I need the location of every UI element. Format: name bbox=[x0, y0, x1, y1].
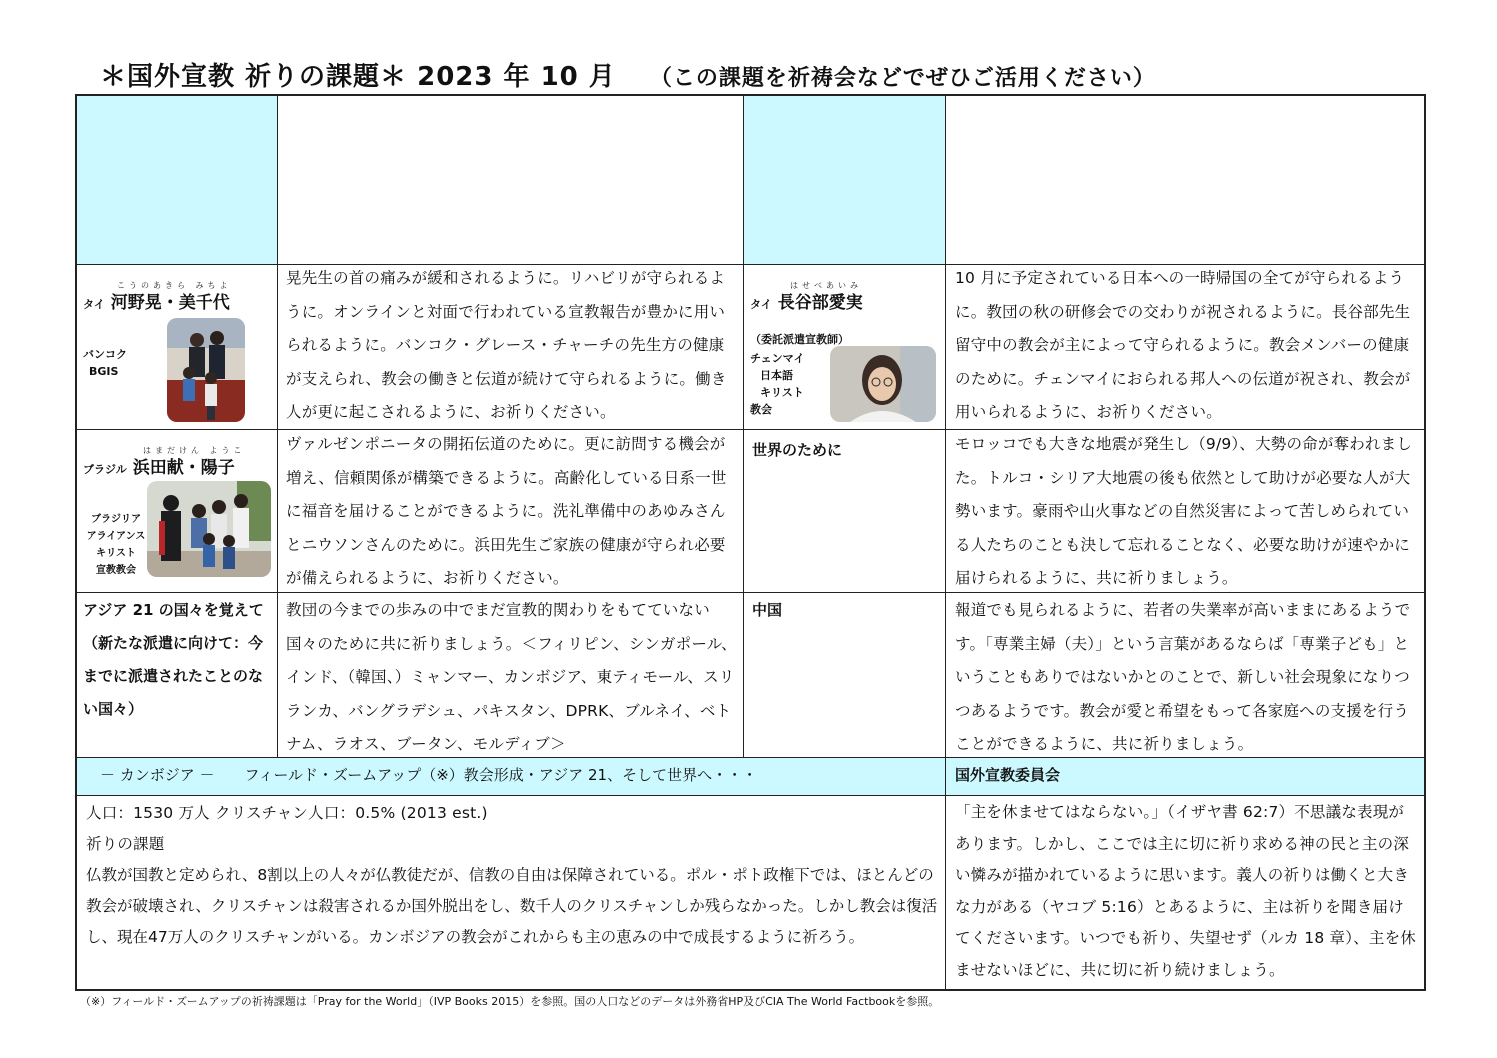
china-label: 中国 bbox=[752, 601, 783, 619]
name-ruby: こうのあきら みちよ bbox=[117, 281, 232, 290]
missionary-name: タイ 長谷部愛実 bbox=[750, 293, 863, 313]
missionary-family-photo bbox=[167, 318, 245, 422]
table-border-right bbox=[1424, 94, 1426, 991]
prayer-text-world: モロッコでも大きな地震が発生し（9/9）、大勢の命が奪われました。トルコ・シリア大地震の後も依然として助けが必要な人が大勢います。豪雨や山火事などの自然災害によって苦しめられている人たちのことも決して忘れることなく、必要な助けが速やかに届けられるように、共に祈りましょう。 bbox=[955, 435, 1413, 587]
cambodia-stats: 人口：1530 万人 クリスチャン人口：0.5% (2013 est.) bbox=[86, 804, 488, 822]
title-subtitle: （この課題を祈祷会などでぜひご活用ください） bbox=[649, 66, 1156, 91]
place-label: チェンマイ 日本語 キリスト 教会 bbox=[750, 352, 805, 416]
field-zoomup-banner: － カンボジア － フィールド・ズームアップ（※）教会形成・アジア 21、そして世界へ・・・ bbox=[100, 766, 758, 784]
place-label: ブラジリア アライアンス キリスト 宣教教会 bbox=[86, 514, 146, 576]
committee-heading: 国外宣教委員会 bbox=[955, 766, 1061, 784]
cambodia-prayer-heading: 祈りの課題 bbox=[86, 835, 165, 853]
prayer-text-kono: 晃先生の首の痛みが緩和されるように。リハビリが守られるように。オンラインと対面で行われている宣教報告が豊かに用いられるように。バンコク・グレース・チャーチの先生方の健康が支えられ、教会の働きと伝道が続けて守られるように。働き人が更に起こされるように、お祈りください。 bbox=[286, 269, 727, 421]
row-divider bbox=[76, 795, 1425, 796]
prayer-text-hamada: ヴァルゼンポニータの開拓伝道のために。更に訪問する機会が増え、信頼関係が構築できるように。高齢化している日系一世に福音を届けることができるように。洗礼準備中のあゆみさんとニウソンさんのために。浜田先生ご家族の健康が守られ必要が備えられるように、お祈りください。 bbox=[286, 435, 727, 587]
missionary-family-photo bbox=[147, 481, 271, 577]
cambodia-prayer-body: 仏教が国教と定められ、8割以上の人々が仏教徒だが、信教の自由は保障されている。ポル・ポト政権下では、ほとんどの教会が破壊され、クリスチャンは殺害されるか国外脱出をし、数千人のクリスチャンしか残らなかった。しかし教会は復活し、現在47万人のクリスチャンがいる。カンボジアの教会がこれからも主の恵みの中で成長するように祈ろう。 bbox=[86, 866, 938, 946]
cambodia-feature bbox=[86, 798, 941, 988]
column-divider bbox=[743, 95, 744, 757]
prayer-text-asia21: 教団の今までの歩みの中でまだ宣教的関わりをもてていない国々のために共に祈りましょう。＜フィリピン、シンガポール、インド、（韓国、）ミャンマー、カンボジア、東ティモール、スリランカ、バングラデシュ、パキスタン、DPRK、ブルネイ、ベトナム、ラオス、ブータン、モルディブ＞ bbox=[286, 601, 737, 753]
world-label: 世界のために bbox=[752, 441, 843, 459]
empty-right-label-cell bbox=[744, 96, 945, 264]
country-label: タイ bbox=[83, 298, 105, 311]
table-border-left bbox=[75, 94, 77, 991]
missionary-hasebe-cell bbox=[750, 266, 942, 426]
role-label: （委託派遣宣教師） bbox=[750, 333, 849, 346]
prayer-text-china: 報道でも見られるように、若者の失業率が高いままにあるようです。「専業主婦（夫）」という言葉があるならば「専業子ども」ということもありではないかとのことで、新しい社会現象になりつつあるようです。教会が愛と希望をもって各家庭への支援を行うことができるように、共に祈りましょう。 bbox=[955, 601, 1411, 753]
column-divider bbox=[945, 95, 946, 990]
footnote: （※）フィールド・ズームアップの祈祷課題は「Pray for the World」（IVP Books 2015）を参照。国の人口などのデータは外務省HP及びCIA The World Factbookを参照。 bbox=[80, 995, 940, 1008]
missionary-name: ブラジル 浜田献・陽子 bbox=[83, 458, 235, 478]
page-title bbox=[100, 56, 1400, 92]
country-label: タイ bbox=[750, 298, 772, 311]
empty-left-label-cell bbox=[77, 96, 277, 264]
missionary-kono-cell bbox=[83, 266, 273, 426]
title-main: ＊国外宣教 祈りの課題＊ 2023 年 10 月 bbox=[100, 62, 616, 92]
missionary-portrait-photo bbox=[830, 346, 936, 422]
name-ruby: はまだけん ようこ bbox=[143, 446, 246, 455]
country-label: ブラジル bbox=[83, 463, 127, 476]
missionary-name: タイ 河野晃・美千代 bbox=[83, 293, 230, 313]
missionary-hamada-cell bbox=[83, 431, 273, 589]
name-ruby: はせべあいみ bbox=[790, 281, 862, 290]
committee-message: 「主を休ませてはならない。」（イザヤ書 62:7）不思議な表現があります。しかし、ここでは主に切に祈り求める神の民と主の深い憐みが描かれているように思います。義人の祈りは働くと大きな力がある（ヤコブ 5:16）とあるように、主は祈りを聞き届けてくださいます。いつでも祈り、失望せず（ルカ 18 章）、主を休ませないほどに、共に切に祈り続けましょう。 bbox=[955, 803, 1416, 979]
column-divider bbox=[277, 95, 278, 757]
place-label: バンコク BGIS bbox=[83, 348, 127, 378]
asia21-label: アジア 21 の国々を覚えて（新たな派遣に向けて：今までに派遣されたことのない国々） bbox=[83, 601, 264, 718]
prayer-text-hasebe: 10 月に予定されている日本への一時帰国の全てが守られるように。教団の秋の研修会での交わりが祝されるように。長谷部先生留守中の教会が主によって守られるように。教会メンバーの健康のために。チェンマイにおられる邦人への伝道が祝され、教会が用いられるように、お祈りください。 bbox=[955, 269, 1411, 421]
table-border-bottom bbox=[75, 989, 1426, 991]
